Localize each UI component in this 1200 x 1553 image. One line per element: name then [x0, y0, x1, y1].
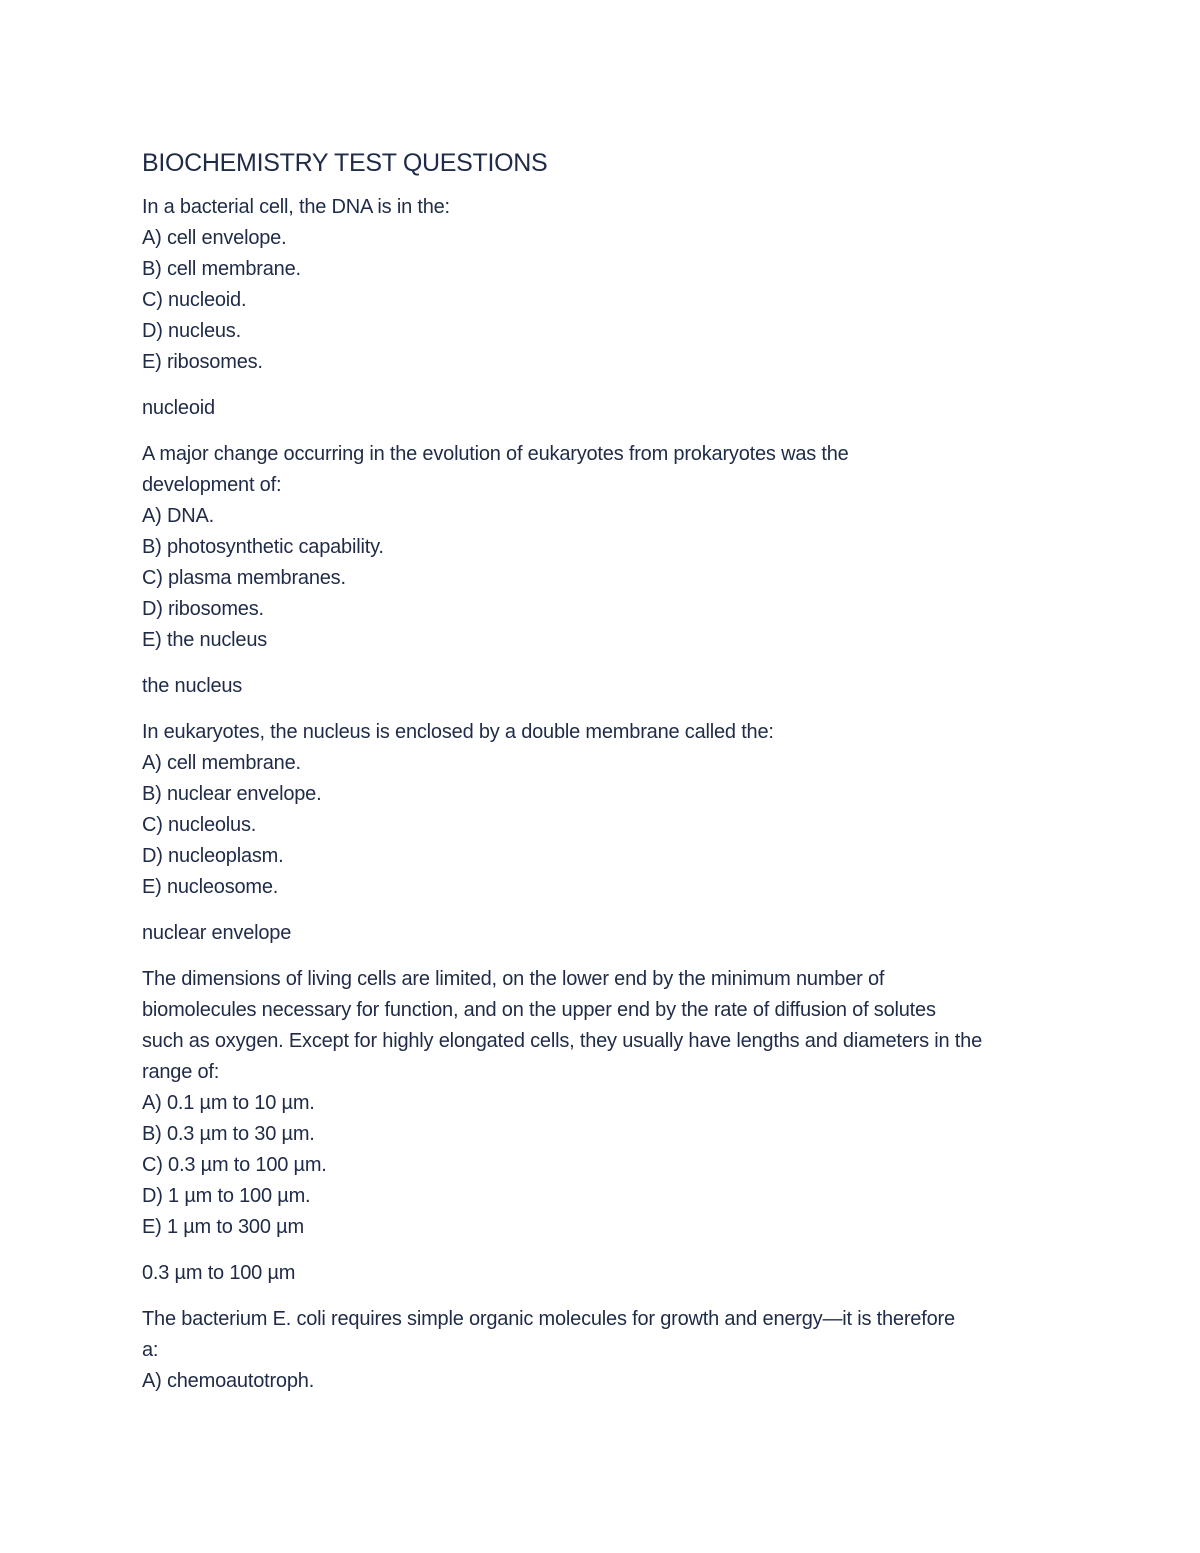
answer-option: D) nucleoplasm.: [142, 845, 284, 867]
answer-option: C) plasma membranes.: [142, 567, 346, 589]
correct-answer: nuclear envelope: [142, 922, 292, 944]
answer-option: A) cell envelope.: [142, 227, 287, 249]
answer-option: B) nuclear envelope.: [142, 783, 322, 805]
answer-option: B) cell membrane.: [142, 258, 301, 280]
answer-option: D) nucleus.: [142, 320, 241, 342]
answer-option: D) 1 µm to 100 µm.: [142, 1185, 311, 1207]
answer-option: D) ribosomes.: [142, 598, 264, 620]
answer-option: E) the nucleus: [142, 629, 268, 651]
question-text: In a bacterial cell, the DNA is in the:: [142, 196, 450, 218]
question-text: a:: [142, 1339, 159, 1361]
answer-option: E) ribosomes.: [142, 351, 263, 373]
question-text: The dimensions of living cells are limited, on the lower end by the minimum number of: [142, 968, 885, 990]
document-title: BIOCHEMISTRY TEST QUESTIONS: [142, 149, 548, 177]
document-page: [142, 140, 1082, 1412]
question-block: [142, 1304, 1082, 1397]
question-text: such as oxygen. Except for highly elongated cells, they usually have lengths and diameters in the: [142, 1030, 983, 1052]
answer-option: C) nucleoid.: [142, 289, 247, 311]
answer-option: E) nucleosome.: [142, 876, 279, 898]
answer-option: C) 0.3 µm to 100 µm.: [142, 1154, 327, 1176]
correct-answer: nucleoid: [142, 397, 215, 419]
question-text: development of:: [142, 474, 282, 496]
question-block: [142, 192, 1082, 424]
answer-option: A) cell membrane.: [142, 752, 301, 774]
correct-answer: 0.3 µm to 100 µm: [142, 1262, 296, 1284]
answer-option: B) photosynthetic capability.: [142, 536, 384, 558]
question-text: The bacterium E. coli requires simple organic molecules for growth and energy—it is therefore: [142, 1308, 955, 1330]
correct-answer: the nucleus: [142, 675, 243, 697]
question-text: In eukaryotes, the nucleus is enclosed by a double membrane called the:: [142, 721, 774, 743]
answer-option: B) 0.3 µm to 30 µm.: [142, 1123, 315, 1145]
answer-option: E) 1 µm to 300 µm: [142, 1216, 304, 1238]
question-block: [142, 439, 1082, 702]
question-block: [142, 717, 1082, 949]
question-text: biomolecules necessary for function, and on the upper end by the rate of diffusion of solutes: [142, 999, 936, 1021]
question-text: range of:: [142, 1061, 220, 1083]
question-block: [142, 964, 1082, 1289]
answer-option: A) 0.1 µm to 10 µm.: [142, 1092, 315, 1114]
question-text: A major change occurring in the evolution of eukaryotes from prokaryotes was the: [142, 443, 849, 465]
answer-option: A) chemoautotroph.: [142, 1370, 315, 1392]
answer-option: A) DNA.: [142, 505, 214, 527]
answer-option: C) nucleolus.: [142, 814, 257, 836]
